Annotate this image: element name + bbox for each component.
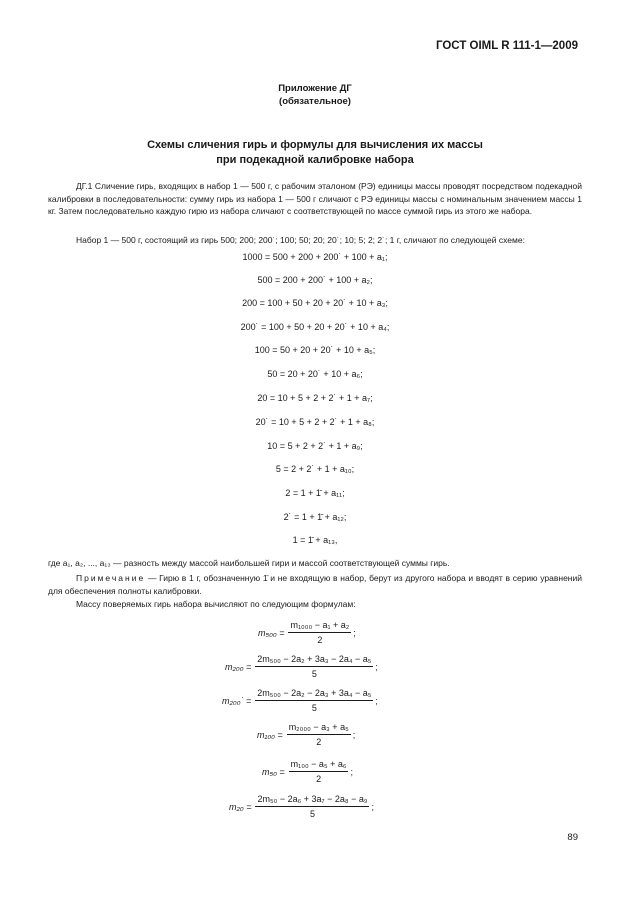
formula-lhs: m₅₀ = (262, 766, 285, 777)
formula-numerator: 2m₅₀ − 2a₆ + 3a₇ − 2a₈ − a₉ (255, 794, 369, 807)
formula-terminator: ; (371, 801, 374, 812)
equation-2: 500 = 200 + 200˙ + 100 + a₂; (257, 275, 373, 285)
equation-1: 1000 = 500 + 200 + 200˙ + 100 + a₁; (242, 252, 388, 262)
equation-3: 200 = 100 + 50 + 20 + 20˙ + 10 + a₃; (242, 298, 388, 308)
formula-2 (225, 654, 378, 679)
formula-lhs: m₁₀₀ = (257, 729, 283, 740)
formula-lhs: m₂₀₀ = (225, 661, 252, 672)
formula-fraction (289, 759, 349, 784)
formula-lhs: m₂₀₀˙ = (222, 695, 252, 706)
formula-lhs: m₅₀₀ = (258, 627, 285, 638)
formula-numerator: 2m₅₀₀ − 2a₂ + 3a₃ − 2a₄ − a₅ (255, 654, 373, 667)
formula-fraction (255, 794, 369, 819)
equation-8: 20˙ = 10 + 5 + 2 + 2˙ + 1 + a₈; (255, 417, 375, 427)
equation-6: 50 = 20 + 20˙ + 10 + a₆; (267, 369, 363, 379)
page-number: 89 (567, 832, 578, 843)
formula-lhs: m₂₀ = (229, 801, 252, 812)
formula-numerator: m₁₀₀₀ − a₁ + a₂ (288, 620, 351, 633)
equation-12: 2˙ = 1 + 1̄ + a₁₂; (283, 512, 347, 522)
section-title-line-1: Схемы сличения гирь и формулы для вычисления их массы (147, 139, 483, 151)
formula-numerator: m₂₀₀₀ − a₃ + a₅ (287, 722, 351, 735)
equation-5: 100 = 50 + 20 + 20˙ + 10 + a₅; (254, 345, 376, 355)
formula-terminator: ; (352, 729, 356, 740)
formula-numerator: m₁₀₀ − a₅ + a₆ (289, 759, 349, 772)
formula-denominator: 5 (311, 669, 317, 679)
formula-fraction (287, 722, 351, 747)
equation-11: 2 = 1 + 1̄ + a₁₁; (285, 488, 345, 498)
formula-denominator: 5 (309, 809, 315, 819)
formula-terminator: ; (375, 695, 378, 706)
formula-1 (258, 620, 356, 645)
paragraph-2: Набор 1 — 500 г, состоящий из гирь 500; 200; 200˙; 100; 50; 20; 20˙; 10; 5; 2; 2˙; 1 г, сличают по следующей схеме: (76, 235, 525, 245)
note-label: Примечание (76, 573, 146, 583)
formula-fraction (255, 654, 373, 679)
equation-4: 200˙ = 100 + 50 + 20 + 20˙ + 10 + a₄; (240, 322, 390, 332)
paragraph-5: Массу поверяемых гирь набора вычисляют по следующим формулам: (76, 599, 356, 609)
formula-terminator: ; (375, 661, 378, 672)
note-text: — Гирю в 1 г, обозначенную 1̄ и не входящую в набор, берут из другого набора и вводят в серию уравнений для обеспечения полноты калибровки. (48, 573, 582, 596)
formula-denominator: 2 (316, 737, 322, 747)
paragraph-3: где a₁, a₂, ..., a₁₃ — разность между массой наибольшей гири и массой соответствующей суммы гирь. (48, 558, 450, 568)
paragraph-1 (48, 180, 582, 218)
formula-3 (222, 688, 378, 713)
paragraph-1-text: ДГ.1 Сличение гирь, входящих в набор 1 — 500 г, с рабочим эталоном (РЭ) единицы массы проводят посредством подекадной калибровки в последовательности: сумму гирь из набора 1 — 500 г сличают с РЭ единицы массы с номинальным значением массы 1 кг. Затем последовательно каждую гирю из набора сличают с соответствующей по массе суммой гирь из этого же набора. (48, 181, 582, 216)
formula-6 (229, 794, 374, 819)
standard-header: ГОСТ OIML R 111-1—2009 (435, 40, 578, 52)
formula-fraction (288, 620, 351, 645)
formula-denominator: 2 (316, 774, 322, 784)
equation-9: 10 = 5 + 2 + 2˙ + 1 + a₉; (267, 441, 363, 451)
formula-denominator: 5 (311, 703, 317, 713)
section-title-line-2: при подекадной калибровке набора (216, 154, 414, 166)
appendix-status: (обязательное) (279, 96, 351, 107)
equation-7: 20 = 10 + 5 + 2 + 2˙ + 1 + a₇; (257, 393, 373, 403)
formula-numerator: 2m₅₀₀ − 2a₂ − 2a₃ + 3a₄ − a₅ (255, 688, 373, 701)
note-paragraph (48, 572, 582, 597)
formula-terminator: ; (353, 627, 356, 638)
appendix-heading (0, 82, 630, 108)
equation-13: 1 = 1̄ + a₁₃, (292, 535, 338, 545)
formula-terminator: ; (350, 766, 353, 777)
formula-5 (262, 759, 353, 784)
formula-denominator: 2 (317, 635, 323, 645)
appendix-title: Приложение ДГ (278, 83, 352, 94)
formula-fraction (255, 688, 373, 713)
equation-10: 5 = 2 + 2˙ + 1 + a₁₀; (275, 464, 355, 474)
section-title (0, 138, 630, 168)
formula-4 (257, 722, 355, 747)
